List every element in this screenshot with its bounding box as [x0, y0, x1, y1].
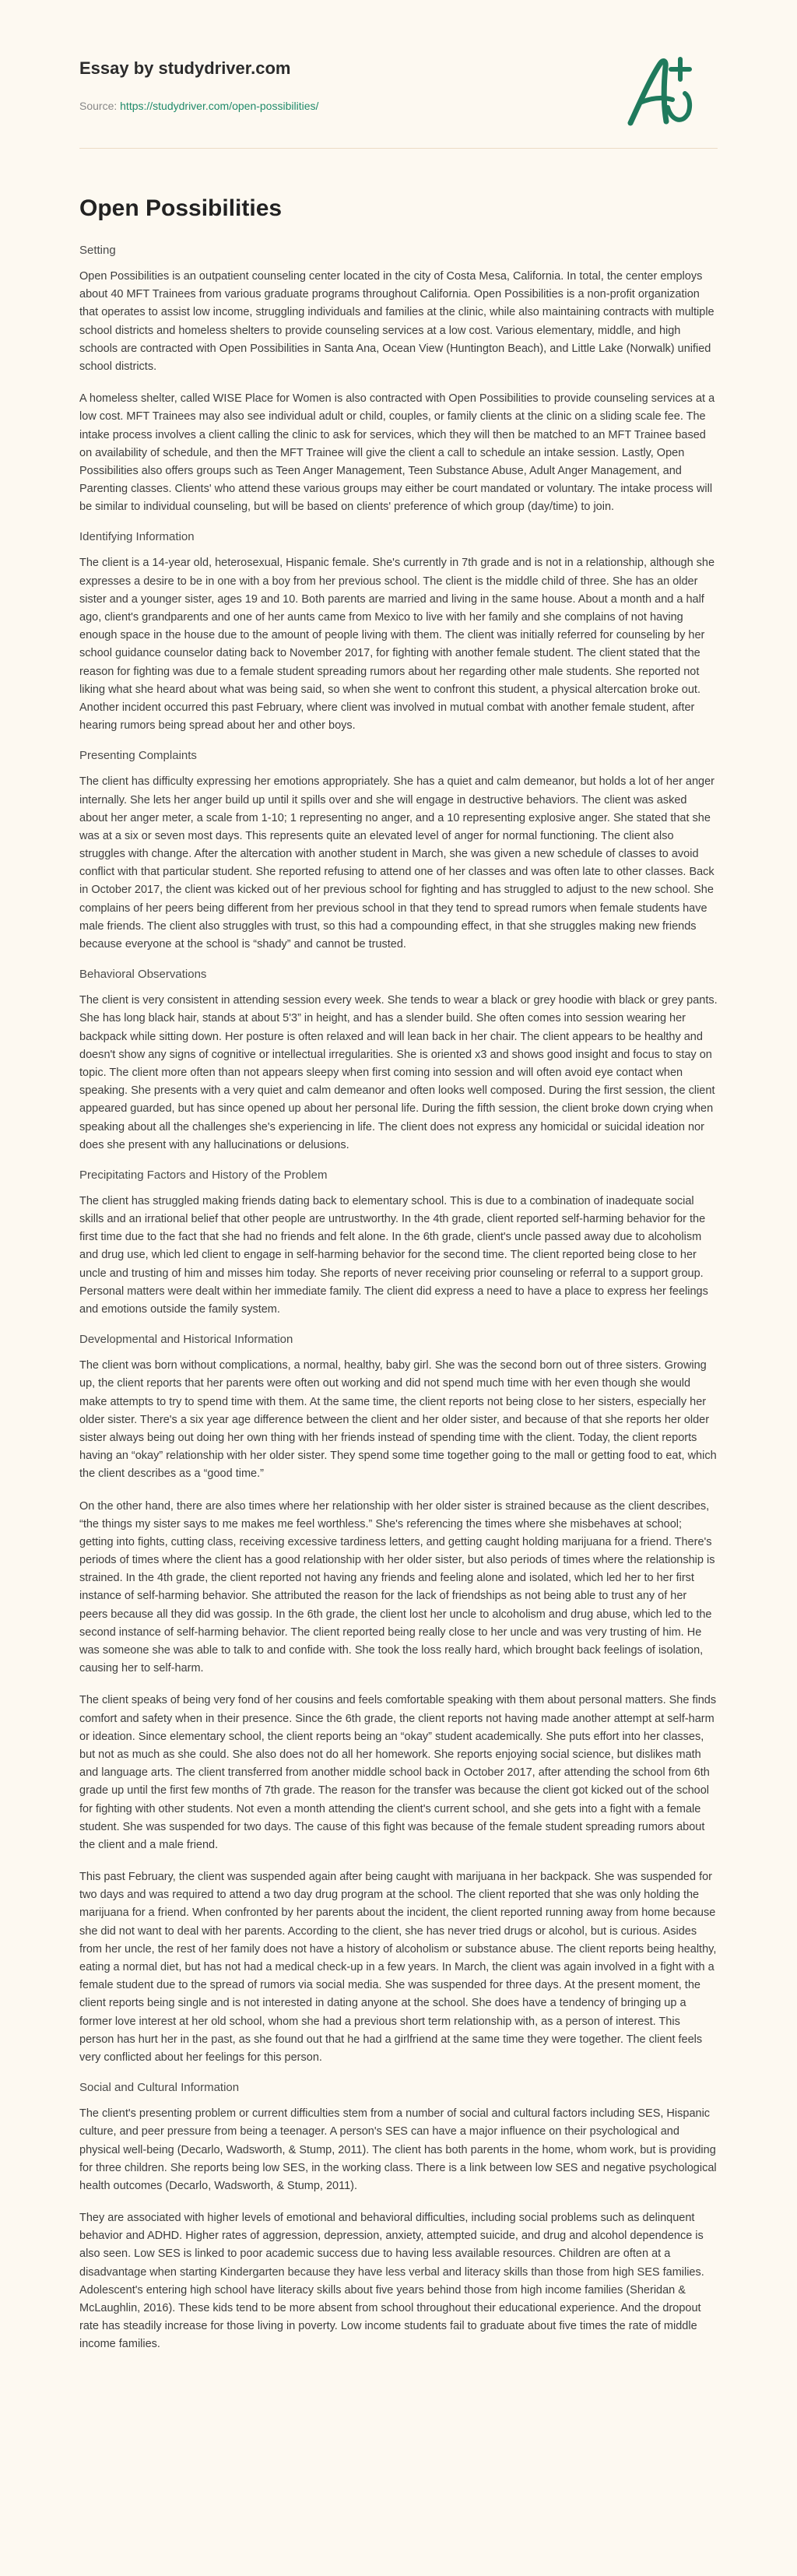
document-title: Open Possibilities: [79, 195, 283, 221]
source-line: [79, 100, 318, 112]
paragraph: On the other hand, there are also times where her relationship with her older sister is strained because as the client describes, “the things my sister says to me makes me feel worthless.” She's referencing the times where she misbehaves at school; getting into fights, cutting class, receiving excessive tardiness letters, and getting caught holding marijuana for a friend. There's periods of times where the client has a good relationship with her older sister, but also periods of times where the relationship is strained. In the 4th grade, the client reported not having any friends and feeling alone and isolated, which led her to her first instance of self-harming behavior. She attributed the reason for the lack of friendships as not being able to trust any of her peers because all they did was gossip. In the 6th grade, the client lost her uncle to alcoholism and drug abuse, which led to the second instance of self-harming behavior. The client reported being really close to her uncle and was very trusting of him. He was someone she was able to talk to and confide with. She took the loss really hard, which brought back feelings of isolation, causing her to self-harm.: [79, 1499, 715, 1675]
paragraph: The client's presenting problem or current difficulties stem from a number of social and cultural factors including SES, Hispanic culture, and peer pressure from being a teenager. A person's SES can have a major influence on their psychological and physical well-being (Decarlo, Wadsworth, & Stump, 2011). The client has both parents in the home, whom work, but is providing for three children. She reports being low SES, in the working class. There is a link between low SES and negative psychological health outcomes (Decarlo, Wadsworth, & Stump, 2011).: [79, 2107, 717, 2192]
paragraph: This past February, the client was suspended again after being caught with marijuana in her backpack. She was suspended for two days and was required to attend a two day drug program at the school. The client reported that she was only holding the marijuana for a friend. When confronted by her parents about the incident, the client reported running away from home because she did not want to deal with her parents. According to the client, she has never tried drugs or alcohol, but is curious. Asides from her uncle, the rest of her family does not have a history of alcoholism or substance abuse. The client reports being healthy, eating a normal diet, but has not had a medical check-up in a few years. In March, the client was again involved in a fight with a female student due to the spread of rumors via social media. She was suspended for three days. At the present moment, the client reports being single and is not interested in dating anyone at the school. She does have a tendency of bringing up a former love interest at her old school, whom she had a previous short term relationship with, as a person of interest. This person has hurt her in the past, as she found out that he had a girlfriend at the same time they were together. The client feels very conflicted about her feelings for this person.: [79, 1871, 717, 2064]
section-heading: Precipitating Factors and History of the Problem: [79, 1168, 328, 1182]
section-heading: Developmental and Historical Information: [79, 1333, 293, 1347]
site-title: Essay by studydriver.com: [79, 58, 291, 78]
paragraph: The client has difficulty expressing her emotions appropriately. She has a quiet and calm demeanor, but holds a lot of her anger internally. She lets her anger build up until it spills over and she will engage in destructive behaviors. The client was asked about her anger meter, a scale from 1-10; 1 representing no anger, and a 10 representing explosive anger. She stated that she was at a six or seven most days. This represents quite an elevated level of anger for normal functioning. The client also struggles with change. After the altercation with another student in March, she was given a new schedule of classes to avoid conflict with that particular student. She reported refusing to attend one of her classes and was often late to other classes. Back in October 2017, the client was kicked out of her previous school for fighting and has struggled to adjust to the new school. She complains of her peers being different from her previous school in that they tend to spread rumors when female students have male friends. The client also struggles with trust, so this had a compounding effect, in that she struggles making new friends because everyone at the school is “shady” and cannot be trusted.: [79, 775, 714, 951]
studydriver-logo-icon: [616, 48, 702, 134]
section-heading: Identifying Information: [79, 530, 195, 544]
paragraph: The client was born without complications, a normal, healthy, baby girl. She was the second born out of three sisters. Growing up, the client reports that her parents were often out working and did not spend much time with her even though she would make attempts to try to spend time with them. At the same time, the client reports not being close to her sisters, especially her older sister. There's a six year age difference between the client and her older sister, and because of that she reports her older sister always being out doing her own thing with her friends instead of spending time with the client. Today, the client reports having an “okay” relationship with her older sister. They spend some time together going to the mall or getting food to eat, which the client describes as a “good time.”: [79, 1359, 717, 1481]
section-heading: Social and Cultural Information: [79, 2081, 240, 2095]
source-link[interactable]: https://studydriver.com/open-possibilities/: [120, 100, 319, 112]
paragraph: The client is a 14-year old, heterosexual, Hispanic female. She's currently in 7th grade and is not in a relationship, although she expresses a desire to be in one with a boy from her previous school. The client is the middle child of three. She has an older sister and a younger sister, ages 19 and 10. Both parents are married and living in the same house. About a month and a half ago, client's grandparents and one of her aunts came from Mexico to live with her family and she complains of not having enough space in the house due to the amount of people living with them. The client was initially referred for counseling by her school guidance counselor dating back to November 2017, for fighting with another female student. The client stated that the reason for fighting was due to a female student spreading rumors about her regarding other male students. She reported not liking what she heard about what was being said, so when she went to confront this student, a physical altercation broke out. Another incident occurred this past February, where client was involved in mutual combat with another female student, after hearing rumors being spread about her and other boys.: [79, 557, 715, 733]
paragraph: Open Possibilities is an outpatient counseling center located in the city of Costa Mesa, California. In total, the center employs about 40 MFT Trainees from various graduate programs throughout California. Open Possibilities is a non-profit organization that operates to assist low income, struggling individuals and families at the clinic, while also maintaining contracts with multiple school districts and homeless shelters to provide counseling services at a low cost. Various elementary, middle, and high schools are contracted with Open Possibilities in Santa Ana, Ocean View (Huntington Beach), and Little Lake (Norwalk) unified school districts.: [79, 270, 714, 373]
source-label: Source:: [79, 100, 121, 112]
header: [79, 0, 718, 149]
section-heading: Setting: [79, 244, 116, 257]
section-heading: Presenting Complaints: [79, 749, 197, 763]
paragraph: The client speaks of being very fond of her cousins and feels comfortable speaking with them about personal matters. She finds comfort and safety when in their presence. Since the 6th grade, the client reports not having made another attempt at self-harm or ideation. Since elementary school, the client reports being an “okay” student academically. She puts effort into her classes, but not as much as she could. She also does not do all her homework. She reports enjoying social science, but dislikes math and language arts. The client transferred from another middle school back in October 2017, after attending the school from 6th grade up until the first few months of 7th grade. The reason for the transfer was because the client got kicked out of the school for fighting with other students. Not even a month attending the client's current school, and she gets into a fight with a female student. She was suspended for two days. The cause of this fight was because of the female student spreading rumors about the client and a male friend.: [79, 1694, 717, 1851]
document-body: [79, 244, 718, 2354]
paragraph: A homeless shelter, called WISE Place for Women is also contracted with Open Possibilities to provide counseling services at a low cost. MFT Trainees may also see individual adult or child, couples, or family clients at the clinic on a sliding scale fee. The intake process involves a client calling the clinic to ask for services, which they will then be matched to an MFT Trainee based on availability of schedule, and then the MFT Trainee will give the client a call to schedule an intake session. Lastly, Open Possibilities also offers groups such as Teen Anger Management, Teen Substance Abuse, Adult Anger Management, and Parenting classes. Clients' who attend these various groups may either be court mandated or voluntary. The intake process will be similar to individual counseling, but will be based on clients' preference of which group (day/time) to join.: [79, 392, 715, 514]
paragraph: The client is very consistent in attending session every week. She tends to wear a black or grey hoodie with black or grey pants. She has long black hair, stands at about 5'3” in height, and has a slender build. She often comes into session wearing her backpack while sitting down. Her posture is often relaxed and will lean back in her chair. The client appears to be healthy and doesn't show any signs of cognitive or intellectual irregularities. She is oriented x3 and shows good insight and focus to stay on topic. The client more often than not appears sleepy when first coming into session and will often avoid eye contact when speaking. She presents with a very quiet and calm demeanor and often looks well composed. During the first session, the client appeared guarded, but has since opened up about her personal life. During the fifth session, the client broke down crying when speaking about all the challenges she's experiencing in life. The client does not express any homicidal or suicidal ideation nor does she present with any hallucinations or delusions.: [79, 994, 718, 1151]
paragraph: They are associated with higher levels of emotional and behavioral difficulties, including social problems such as delinquent behavior and ADHD. Higher rates of aggression, depression, anxiety, attempted suicide, and drug and alcohol dependence is also seen. Low SES is linked to poor academic success due to having less available resources. Children are often at a disadvantage when starting Kindergarten because they have less verbal and literacy skills than those from high SES families. Adolescent's entering high school have literacy skills about five years behind those from high income families (Sheridan & McLaughlin, 2016). These kids tend to be more absent from school throughout their educational experience. And the dropout rate has steadily increase for those living in poverty. Low income students fail to graduate about five times the rate of middle income families.: [79, 2212, 704, 2351]
section-heading: Behavioral Observations: [79, 968, 207, 982]
paragraph: The client has struggled making friends dating back to elementary school. This is due to a combination of inadequate social skills and an irrational belief that other people are untrustworthy. In the 4th grade, client reported self-harming behavior for the first time due to the fact that she had no friends and felt alone. In the 6th grade, client's uncle passed away due to alcoholism and drug use, which led client to engage in self-harming behavior for the second time. The client reported being close to her uncle and trusting of him and misses him today. She reports of never receiving prior counseling or referral to a support group. Personal matters were dealt within her immediate family. The client did express a need to have a place to express her feelings and emotions outside the family system.: [79, 1194, 708, 1316]
